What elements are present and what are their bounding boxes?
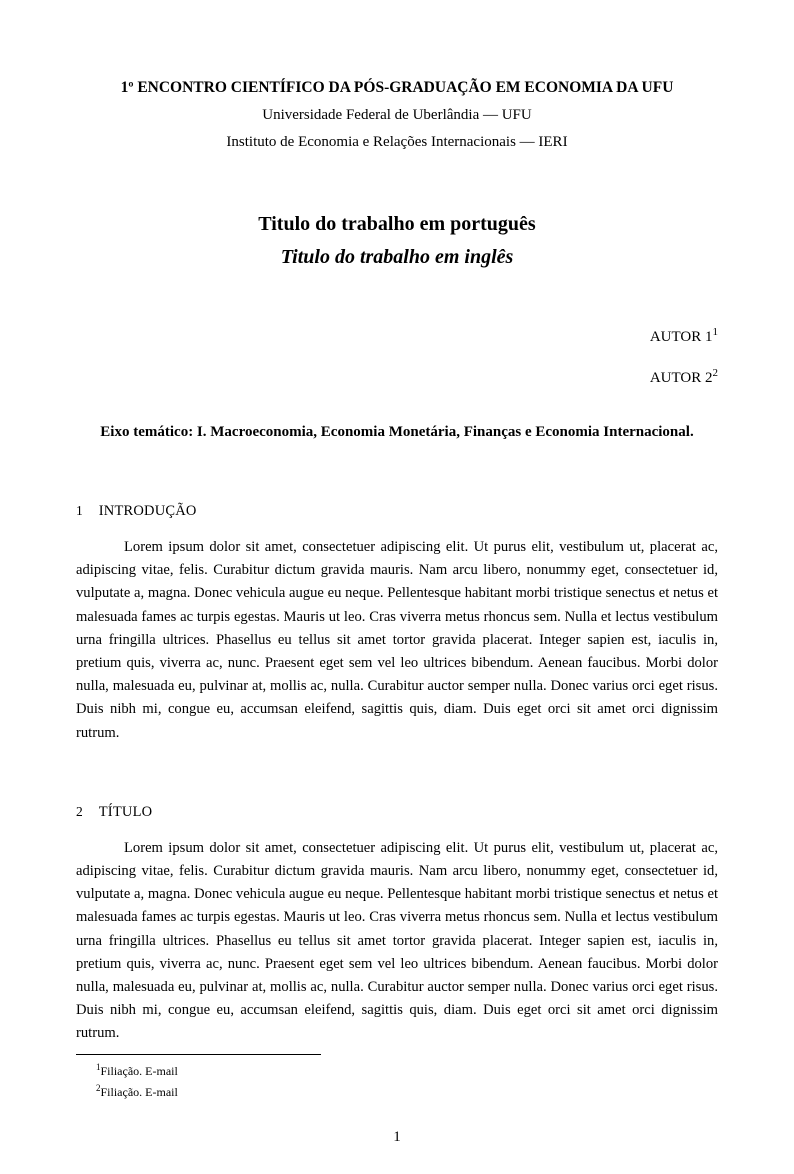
footnote-mark: 2	[96, 1082, 101, 1093]
section-number: 2	[76, 803, 83, 819]
section-body-text: Lorem ipsum dolor sit amet, consectetuer adipiscing elit. Ut purus elit, vestibulum ut, placerat ac, adipiscing vitae, felis. Curabitur dictum gravida mauris. Nam arcu libero, nonummy eget, consectetuer id, vulputate a, magna. Donec vehicula augue eu neque. Pellentesque habitant morbi tristique senectus et netus et malesuada fames ac turpis egestas. Mauris ut leo. Cras viverra metus rhoncus sem. Nulla et lectus vestibulum urna fringilla ultrices. Phasellus eu tellus sit amet tortor gravida placerat. Integer sapien est, iaculis in, pretium quis, viverra ac, nunc. Praesent eget sem vel leo ultrices bibendum. Aenean faucibus. Morbi dolor nulla, malesuada eu, pulvinar at, mollis ac, nulla. Curabitur auctor semper nulla. Donec varius orci eget risus. Duis nibh mi, congue eu, accumsan eleifend, sagittis quis, diam. Duis eget orci sit amet orci dignissim rutrum.	[76, 839, 718, 1042]
footnote-text: Filiação. E-mail	[100, 1084, 178, 1099]
section-heading	[76, 500, 718, 522]
section-titulo	[76, 745, 718, 1046]
section-title: INTRODUÇÃO	[98, 503, 197, 519]
footnote-rule	[76, 1054, 321, 1055]
section-heading	[76, 801, 718, 823]
page-number: 1	[393, 1128, 401, 1145]
author-name: AUTOR 2	[649, 370, 713, 386]
footnote-text: Filiação. E-mail	[100, 1063, 178, 1078]
author-footnote-mark: 2	[712, 367, 718, 379]
title-block	[76, 208, 718, 274]
section-number: 1	[76, 503, 83, 518]
author-footnote-mark: 1	[712, 326, 718, 338]
event-header	[76, 74, 718, 156]
author-line	[76, 320, 718, 349]
section-title: TÍTULO	[98, 803, 153, 820]
author-name: AUTOR 1	[649, 329, 713, 345]
thematic-axis: Eixo temático: I. Macroeconomia, Economia Monetária, Finanças e Economia Internacional.	[100, 424, 694, 440]
author-line	[76, 361, 718, 390]
footnote-area	[76, 1054, 718, 1101]
university-name: Universidade Federal de Uberlândia — UFU	[262, 107, 532, 123]
section-introduction	[76, 444, 718, 745]
event-title: 1º ENCONTRO CIENTÍFICO DA PÓS-GRADUAÇÃO EM ECONOMIA DA UFU	[120, 79, 674, 96]
page-footer	[76, 1101, 718, 1154]
authors-block	[76, 320, 718, 402]
section-body-text: Lorem ipsum dolor sit amet, consectetuer adipiscing elit. Ut purus elit, vestibulum ut, placerat ac, adipiscing vitae, felis. Curabitur dictum gravida mauris. Nam arcu libero, nonummy eget, consectetuer id, vulputate a, magna. Donec vehicula augue eu neque. Pellentesque habitant morbi tristique senectus et netus et malesuada fames ac turpis egestas. Mauris ut leo. Cras viverra metus rhoncus sem. Nulla et lectus vestibulum urna fringilla ultrices. Phasellus eu tellus sit amet tortor gravida placerat. Integer sapien est, iaculis in, pretium quis, viverra ac, nunc. Praesent eget sem vel leo ultrices bibendum. Aenean faucibus. Morbi dolor nulla, malesuada eu, pulvinar at, mollis ac, nulla. Curabitur auctor semper nulla. Donec varius orci eget risus. Duis nibh mi, congue eu, accumsan eleifend, sagittis quis, diam. Duis eget orci sit amet orci dignissim rutrum.	[76, 539, 718, 741]
footnote-mark: 1	[96, 1061, 101, 1072]
footnote	[96, 1080, 718, 1101]
paper-title-portuguese: Titulo do trabalho em português	[258, 213, 536, 235]
institute-name: Instituto de Economia e Relações Internacionais — IERI	[226, 134, 568, 150]
footnote	[96, 1059, 718, 1080]
paper-title-english: Titulo do trabalho em inglês	[280, 246, 514, 268]
